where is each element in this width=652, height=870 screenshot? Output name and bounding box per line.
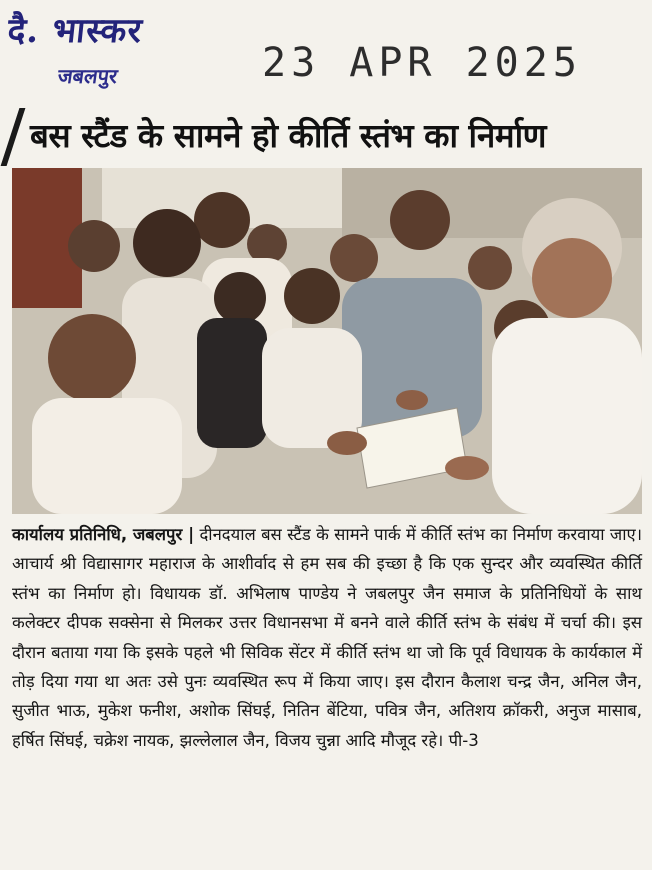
headline: बस स्टैंड के सामने हो कीर्ति स्तंभ का निर्माण — [30, 116, 546, 155]
date-stamp: 23 APR 2025 — [262, 40, 582, 86]
headline-block — [6, 106, 646, 166]
news-photo-icon — [12, 168, 642, 514]
article-body — [12, 520, 642, 755]
masthead — [0, 0, 652, 100]
headline-slash-mark — [1, 108, 26, 166]
news-photo — [12, 168, 642, 514]
edition-name: जबलपुर — [56, 64, 119, 88]
article-text: दीनदयाल बस स्टैंड के सामने पार्क में कीर्ति स्तंभ का निर्माण करवाया जाए। आचार्य श्री विद्यासागर महाराज के आशीर्वाद से हम सब की इच्छा है कि एक सुन्दर और व्यवस्थित कीर्ति स्तंभ का निर्माण हो। विधायक डॉ. अभिलाष पाण्डेय ने जबलपुर जैन समाज के प्रतिनिधियों के साथ कलेक्टर दीपक सक्सेना से मिलकर उत्तर विधानसभा में बनने वाले कीर्ति स्तंभ के संबंध में चर्चा की। इस दौरान बताया गया कि इसके पहले भी सिविक सेंटर में कीर्ति स्तंभ था जो कि पूर्व विधायक के कार्यकाल में तोड़ दिया गया था अतः उसे पुनः व्यवस्थित रूप में किया जाए। इस दौरान कैलाश चन्द्र जैन, अनिल जैन, सुजीत भाऊ, मुकेश फनीश, अशोक सिंघई, नितिन बेंटिया, पवित्र जैन, अतिशय क्रॉकरी, अनुज मासाब, हर्षित सिंघई, चक्रेश नायक, झल्लेलाल जैन, विजय चुन्ना आदि मौजूद रहे। पी-3 — [12, 525, 642, 750]
newspaper-name: दै. भास्कर — [5, 11, 145, 51]
article-dateline: कार्यालय प्रतिनिधि, जबलपुर | — [12, 525, 195, 544]
